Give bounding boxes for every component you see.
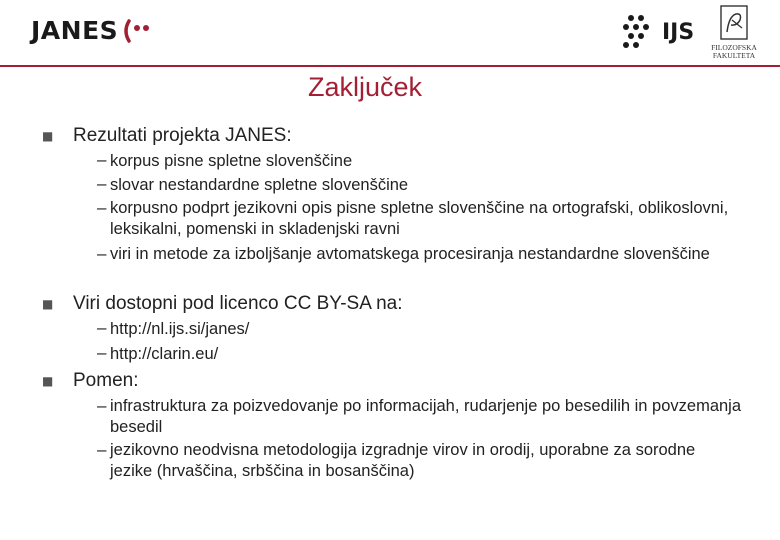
ff-logo-text: FILOZOFSKA FAKULTETA — [711, 43, 757, 60]
sub-bullet-text: korpusno podprt jezikovni opis pisne spletne slovenščine na ortografski, oblikoslovni, leksikalni, pomenski in skladenjski ravni — [110, 199, 729, 238]
square-bullet-icon: ■ — [42, 374, 54, 388]
slide-title: Zaključek — [308, 72, 423, 102]
ff-logo — [706, 4, 766, 62]
dash-bullet-icon: – — [97, 244, 107, 263]
sub-bullet-text: viri in metode za izboljšanje avtomatskega procesiranja nestandardne slovenščine — [110, 245, 710, 263]
header-divider — [0, 65, 780, 67]
dash-bullet-icon: – — [97, 174, 107, 193]
ijs-logo — [622, 14, 694, 50]
sub-bullet-text: infrastruktura za poizvedovanje po informacijah, rudarjenje po besedilih in povzemanja besedil — [110, 397, 742, 436]
ijs-logo-text: IJS — [662, 19, 695, 45]
sub-bullet-text: korpus pisne spletne slovenščine — [110, 152, 353, 170]
dash-bullet-icon: – — [97, 343, 107, 362]
square-bullet-icon: ■ — [42, 297, 54, 311]
sub-bullet-text: http://nl.ijs.si/janes/ — [110, 320, 250, 338]
janes-logo-icon — [122, 18, 158, 44]
square-bullet-icon: ■ — [42, 129, 54, 143]
slide-header — [0, 0, 780, 66]
dash-bullet-icon: – — [97, 318, 107, 337]
bullet-text: Pomen: — [73, 370, 139, 391]
dash-bullet-icon: – — [97, 198, 107, 217]
bullet-text: Viri dostopni pod licenco CC BY-SA na: — [73, 293, 403, 314]
dash-bullet-icon: – — [97, 440, 107, 459]
sub-bullet-text: slovar nestandardne spletne slovenščine — [110, 176, 409, 194]
sub-bullet-text: http://clarin.eu/ — [110, 345, 219, 363]
sub-bullet-text: jezikovno neodvisna metodologija izgradnje virov in orodij, uporabne za sorodne jezike (hrvaščina, srbščina in bosanščina) — [110, 441, 696, 480]
dash-bullet-icon: – — [97, 150, 107, 169]
janes-logo — [31, 16, 158, 45]
ijs-dots-icon — [622, 14, 656, 50]
ff-emblem-icon — [706, 4, 762, 44]
janes-logo-text: JANES — [31, 16, 119, 45]
dash-bullet-icon: – — [97, 396, 107, 415]
bullet-text: Rezultati projekta JANES: — [73, 125, 292, 146]
